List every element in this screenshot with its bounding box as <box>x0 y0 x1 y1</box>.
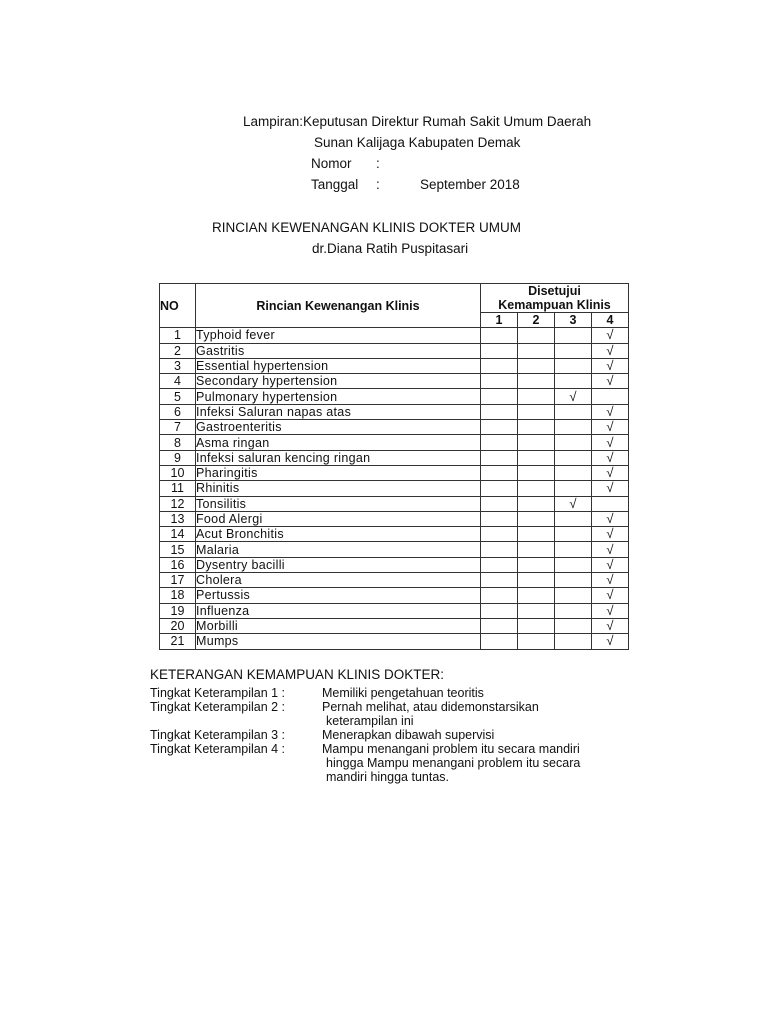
level-1-cell <box>481 328 518 343</box>
nomor-label: Nomor <box>311 156 352 171</box>
keterangan-text: Pernah melihat, atau didemonstarsikan <box>322 700 539 714</box>
level-3-cell <box>555 573 592 588</box>
doctor-name: dr.Diana Ratih Puspitasari <box>312 241 469 256</box>
check-mark: √ <box>606 633 614 649</box>
check-mark: √ <box>606 526 614 542</box>
header-level-2: 2 <box>518 313 555 328</box>
keterangan-text: mandiri hingga tuntas. <box>326 770 449 784</box>
level-2-cell <box>518 527 555 542</box>
table-row <box>160 634 629 649</box>
check-mark: √ <box>606 373 614 389</box>
check-mark: √ <box>606 618 614 634</box>
keterangan-text: Mampu menangani problem itu secara mandiri <box>322 742 580 756</box>
header-level-3: 3 <box>555 313 592 328</box>
level-1-cell <box>481 465 518 480</box>
row-name: Food Alergi <box>196 511 481 526</box>
check-mark: √ <box>606 434 614 450</box>
row-name: Tonsilitis <box>196 496 481 511</box>
keterangan-item <box>150 742 580 784</box>
level-4-cell <box>592 573 629 588</box>
check-mark: √ <box>606 465 614 481</box>
row-number: 13 <box>160 511 196 526</box>
level-4-cell <box>592 511 629 526</box>
table-row <box>160 542 629 557</box>
level-2-cell <box>518 374 555 389</box>
level-4-cell <box>592 618 629 633</box>
table-row <box>160 389 629 404</box>
tanggal-label: Tanggal <box>311 177 359 192</box>
header-disetujui <box>481 284 629 313</box>
check-mark: √ <box>606 419 614 435</box>
table-row <box>160 588 629 603</box>
level-2-cell <box>518 328 555 343</box>
level-1-cell <box>481 603 518 618</box>
keterangan-label: Tingkat Keterampilan 4 : <box>150 742 286 756</box>
level-1-cell <box>481 527 518 542</box>
level-2-cell <box>518 634 555 649</box>
level-1-cell <box>481 557 518 572</box>
lampiran-continuation: Sunan Kalijaga Kabupaten Demak <box>314 135 521 150</box>
level-4-cell <box>592 603 629 618</box>
kewenangan-table <box>159 283 629 650</box>
check-mark: √ <box>606 603 614 618</box>
level-3-cell <box>555 496 592 511</box>
row-number: 17 <box>160 573 196 588</box>
row-number: 12 <box>160 496 196 511</box>
keterangan-item <box>150 686 484 700</box>
keterangan-label: Tingkat Keterampilan 2 : <box>150 700 286 714</box>
table-row <box>160 450 629 465</box>
level-2-cell <box>518 588 555 603</box>
level-2-cell <box>518 573 555 588</box>
row-number: 8 <box>160 435 196 450</box>
level-4-cell <box>592 481 629 496</box>
row-name: Pertussis <box>196 588 481 603</box>
level-4-cell <box>592 542 629 557</box>
level-4-cell <box>592 496 629 511</box>
level-4-cell <box>592 389 629 404</box>
check-mark: √ <box>569 496 577 511</box>
row-number: 14 <box>160 527 196 542</box>
keterangan-text: Menerapkan dibawah supervisi <box>322 728 495 742</box>
level-3-cell <box>555 588 592 603</box>
row-name: Dysentry bacilli <box>196 557 481 572</box>
level-1-cell <box>481 618 518 633</box>
row-name: Asma ringan <box>196 435 481 450</box>
row-name: Infeksi Saluran napas atas <box>196 404 481 419</box>
level-2-cell <box>518 465 555 480</box>
level-2-cell <box>518 557 555 572</box>
level-1-cell <box>481 481 518 496</box>
level-2-cell <box>518 343 555 358</box>
row-name: Gastritis <box>196 343 481 358</box>
level-3-cell <box>555 511 592 526</box>
table-row <box>160 496 629 511</box>
check-mark: √ <box>606 343 614 358</box>
level-4-cell <box>592 450 629 465</box>
row-name: Infeksi saluran kencing ringan <box>196 450 481 465</box>
document-title: RINCIAN KEWENANGAN KLINIS DOKTER UMUM <box>212 220 522 235</box>
row-name: Essential hypertension <box>196 358 481 373</box>
keterangan-label: Tingkat Keterampilan 1 : <box>150 686 286 700</box>
row-number: 6 <box>160 404 196 419</box>
level-3-cell <box>555 435 592 450</box>
level-4-cell <box>592 557 629 572</box>
level-4-cell <box>592 634 629 649</box>
table-row <box>160 557 629 572</box>
level-1-cell <box>481 573 518 588</box>
table-row <box>160 343 629 358</box>
row-name: Cholera <box>196 573 481 588</box>
level-3-cell <box>555 420 592 435</box>
row-number: 16 <box>160 557 196 572</box>
row-number: 1 <box>160 328 196 343</box>
level-1-cell <box>481 343 518 358</box>
level-1-cell <box>481 404 518 419</box>
row-name: Secondary hypertension <box>196 374 481 389</box>
level-2-cell <box>518 511 555 526</box>
level-4-cell <box>592 527 629 542</box>
row-number: 5 <box>160 389 196 404</box>
level-2-cell <box>518 450 555 465</box>
level-4-cell <box>592 588 629 603</box>
level-4-cell <box>592 435 629 450</box>
keterangan-text: keterampilan ini <box>326 714 414 728</box>
level-2-cell <box>518 542 555 557</box>
row-number: 10 <box>160 465 196 480</box>
row-name: Malaria <box>196 542 481 557</box>
keterangan-title: KETERANGAN KEMAMPUAN KLINIS DOKTER: <box>150 667 445 682</box>
level-1-cell <box>481 542 518 557</box>
level-4-cell <box>592 374 629 389</box>
level-2-cell <box>518 603 555 618</box>
level-1-cell <box>481 420 518 435</box>
level-3-cell <box>555 542 592 557</box>
tanggal-colon: : <box>376 177 380 192</box>
header-no: NO <box>160 284 196 328</box>
level-3-cell <box>555 374 592 389</box>
row-name: Morbilli <box>196 618 481 633</box>
level-3-cell <box>555 557 592 572</box>
row-number: 19 <box>160 603 196 618</box>
row-number: 2 <box>160 343 196 358</box>
check-mark: √ <box>606 480 614 496</box>
row-number: 4 <box>160 374 196 389</box>
row-number: 15 <box>160 542 196 557</box>
level-3-cell <box>555 404 592 419</box>
check-mark: √ <box>606 450 614 465</box>
row-name: Gastroenteritis <box>196 420 481 435</box>
level-1-cell <box>481 358 518 373</box>
row-name: Influenza <box>196 603 481 618</box>
table-row <box>160 618 629 633</box>
keterangan-item <box>150 700 539 728</box>
row-name: Pulmonary hypertension <box>196 389 481 404</box>
lampiran-line: Lampiran:Keputusan Direktur Rumah Sakit Umum Daerah <box>243 114 592 129</box>
level-2-cell <box>518 496 555 511</box>
level-2-cell <box>518 389 555 404</box>
table-row <box>160 374 629 389</box>
check-mark: √ <box>606 511 614 526</box>
level-3-cell <box>555 634 592 649</box>
keterangan-text: hingga Mampu menangani problem itu secara <box>326 756 581 770</box>
row-name: Rhinitis <box>196 481 481 496</box>
header-level-1: 1 <box>481 313 518 328</box>
level-2-cell <box>518 358 555 373</box>
table-row <box>160 511 629 526</box>
level-3-cell <box>555 328 592 343</box>
level-3-cell <box>555 481 592 496</box>
check-mark: √ <box>606 557 614 572</box>
level-1-cell <box>481 588 518 603</box>
row-number: 9 <box>160 450 196 465</box>
table-row <box>160 527 629 542</box>
level-4-cell <box>592 358 629 373</box>
row-number: 20 <box>160 618 196 633</box>
level-3-cell <box>555 358 592 373</box>
table-row <box>160 603 629 618</box>
table-row <box>160 328 629 343</box>
level-3-cell <box>555 343 592 358</box>
check-mark: √ <box>606 572 614 588</box>
row-number: 11 <box>160 481 196 496</box>
row-name: Acut Bronchitis <box>196 527 481 542</box>
level-1-cell <box>481 634 518 649</box>
table-row <box>160 420 629 435</box>
check-mark: √ <box>606 327 614 343</box>
row-number: 21 <box>160 634 196 649</box>
level-1-cell <box>481 389 518 404</box>
table-row <box>160 435 629 450</box>
level-1-cell <box>481 450 518 465</box>
level-2-cell <box>518 435 555 450</box>
check-mark: √ <box>569 388 577 404</box>
table-row <box>160 465 629 480</box>
check-mark: √ <box>606 404 614 419</box>
tanggal-value: September 2018 <box>420 177 520 192</box>
row-number: 7 <box>160 420 196 435</box>
level-3-cell <box>555 389 592 404</box>
level-2-cell <box>518 420 555 435</box>
table-row <box>160 404 629 419</box>
level-2-cell <box>518 618 555 633</box>
level-3-cell <box>555 618 592 633</box>
level-4-cell <box>592 343 629 358</box>
keterangan-text: Memiliki pengetahuan teoritis <box>322 686 484 700</box>
header-disetujui-line1: Disetujui <box>528 284 581 298</box>
level-1-cell <box>481 496 518 511</box>
row-name: Pharingitis <box>196 465 481 480</box>
row-name: Mumps <box>196 634 481 649</box>
keterangan-label: Tingkat Keterampilan 3 : <box>150 728 286 742</box>
level-2-cell <box>518 404 555 419</box>
level-4-cell <box>592 328 629 343</box>
table-row <box>160 573 629 588</box>
level-4-cell <box>592 465 629 480</box>
header-rincian: Rincian Kewenangan Klinis <box>196 284 481 328</box>
row-number: 18 <box>160 588 196 603</box>
level-3-cell <box>555 465 592 480</box>
check-mark: √ <box>606 358 614 374</box>
table-row <box>160 358 629 373</box>
table-row <box>160 481 629 496</box>
level-1-cell <box>481 374 518 389</box>
header-level-4: 4 <box>592 313 629 328</box>
level-4-cell <box>592 404 629 419</box>
level-4-cell <box>592 420 629 435</box>
check-mark: √ <box>606 587 614 603</box>
header-disetujui-line2: Kemampuan Klinis <box>498 298 611 312</box>
level-2-cell <box>518 481 555 496</box>
level-3-cell <box>555 527 592 542</box>
table-body <box>160 328 629 649</box>
level-1-cell <box>481 511 518 526</box>
check-mark: √ <box>606 541 614 557</box>
row-name: Typhoid fever <box>196 328 481 343</box>
level-1-cell <box>481 435 518 450</box>
row-number: 3 <box>160 358 196 373</box>
level-3-cell <box>555 603 592 618</box>
keterangan-item <box>150 728 494 742</box>
nomor-colon: : <box>376 156 380 171</box>
level-3-cell <box>555 450 592 465</box>
